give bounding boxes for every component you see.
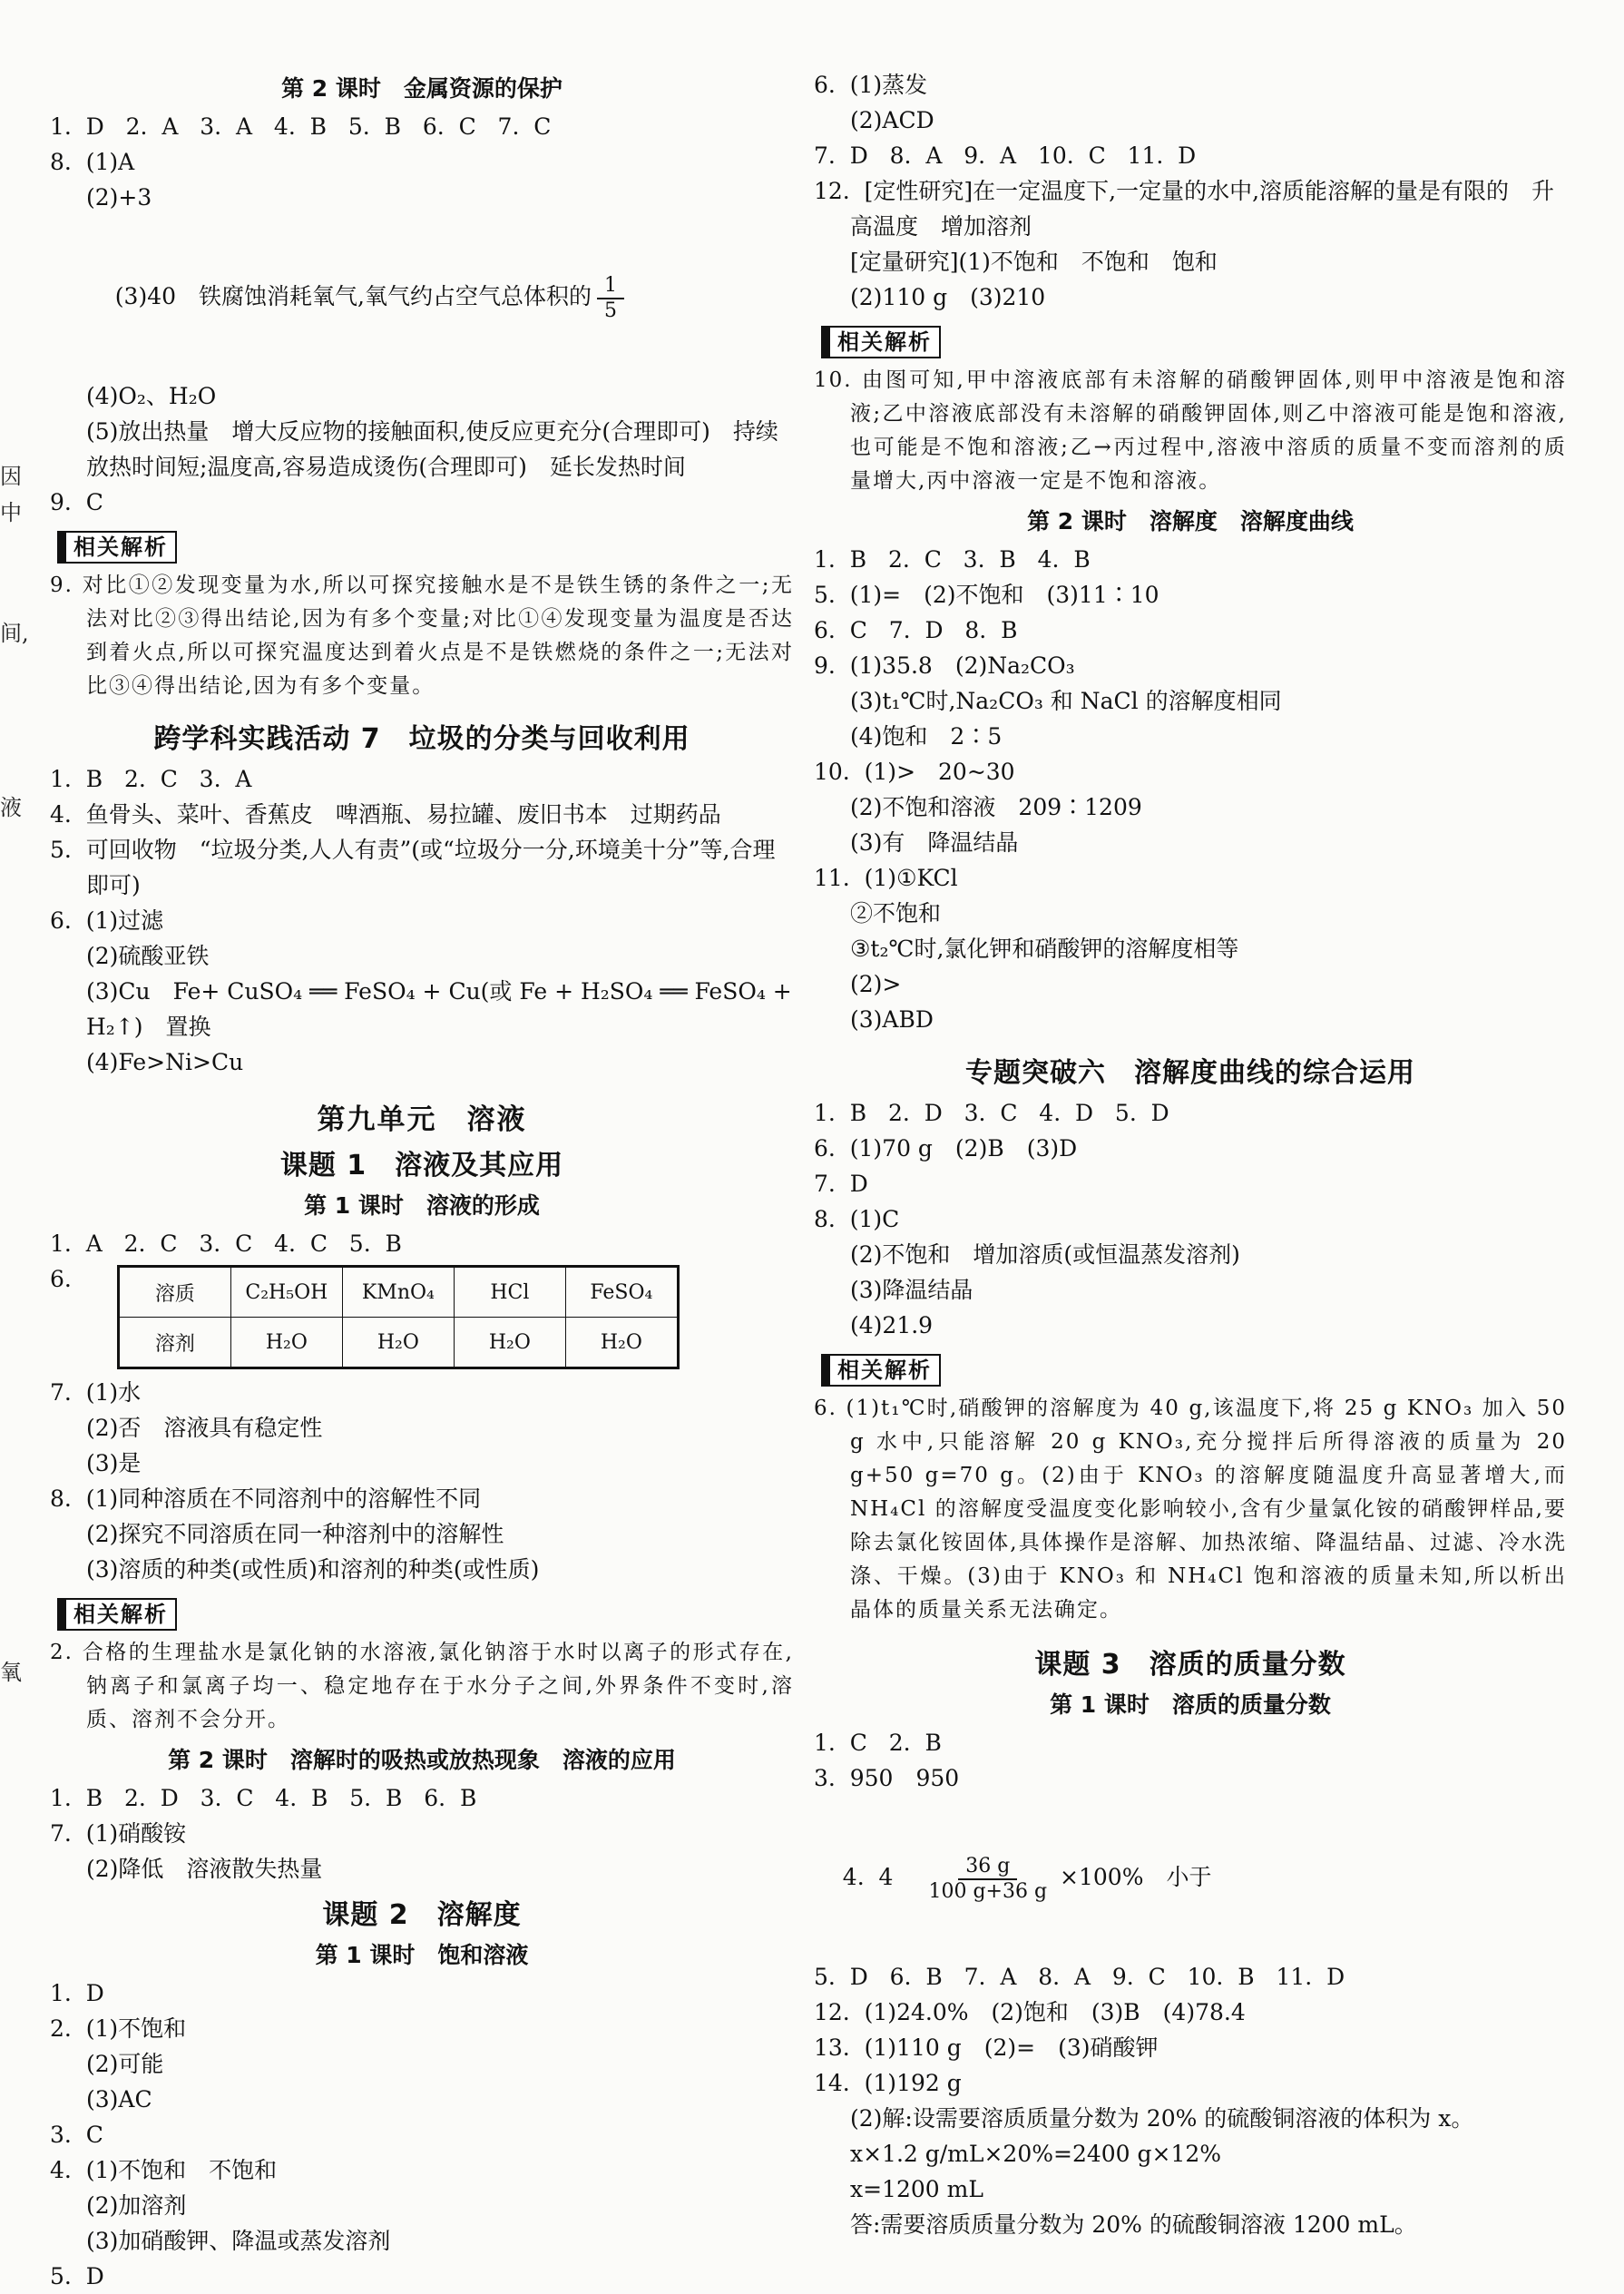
margin-char: 液: [0, 795, 22, 820]
answer-line: (3)降温结晶: [850, 1277, 973, 1303]
answer-line: (2)硫酸亚铁: [86, 943, 210, 969]
answer-line: (2)不饱和 增加溶质(或恒温蒸发溶剂): [850, 1241, 1240, 1268]
answer-line: 1. D: [50, 1980, 104, 2006]
analysis-label: 相关解析: [57, 531, 177, 564]
answer-line: 7. (1)水: [50, 1379, 142, 1406]
answer-line: (2)ACD: [850, 107, 934, 133]
answer-line: (3)t₁℃时,Na₂CO₃ 和 NaCl 的溶解度相同: [850, 688, 1282, 714]
lesson-heading: 第 2 课时 金属资源的保护: [281, 75, 563, 102]
table-cell: H₂O: [454, 1318, 565, 1368]
table-cell: C₂H₅OH: [230, 1267, 342, 1318]
answer-line: (4)O₂、H₂O: [86, 383, 217, 409]
answer-line: (4)饱和 2∶5: [850, 723, 1003, 750]
answer-line: 3. 950 950: [814, 1765, 960, 1791]
answer-line: (2)探究不同溶质在同一种溶剂中的溶解性: [86, 1521, 504, 1547]
answer-line: 6.: [50, 1266, 72, 1292]
answer-line: (3)溶质的种类(或性质)和溶剂的种类(或性质): [86, 1556, 540, 1583]
answer-text: (3)40 铁腐蚀消耗氧气,氧气约占空气总体积的: [114, 283, 592, 309]
table-cell: 溶剂: [118, 1318, 230, 1368]
fraction: [921, 1855, 1054, 1904]
lesson-heading: 第 1 课时 溶液的形成: [304, 1192, 540, 1219]
answer-text: ×100% 小于: [1060, 1864, 1212, 1890]
answer-line: 4. (1)不饱和 不饱和: [50, 2157, 278, 2183]
margin-char: 氧: [0, 1660, 22, 1685]
answer-line: 5. (1)= (2)不饱和 (3)11∶10: [814, 582, 1159, 608]
lesson-heading: 第 2 课时 溶解时的吸热或放热现象 溶液的应用: [168, 1747, 676, 1773]
answer-line: [定量研究](1)不饱和 不饱和 饱和: [850, 249, 1218, 275]
topic-heading: 课题 2 溶解度: [322, 1899, 522, 1931]
analysis-paragraph: 6. (1)t₁℃时,硝酸钾的溶解度为 40 g,该温度下,将 25 g KNO₃ 加入 50 g 水中,只能溶解 20 g KNO₃,充分搅拌后所得溶液的质量为 20 g+50 g=70 g。(2)由于 KNO₃ 的溶解度随温度升高显著增大,而 NH₄Cl 的溶解度受温度变化影响较小,含有少量氯化铵的硝酸钾样品,要除去氯化铵固体,具体操作是溶解、加热浓缩、降温结晶、过滤、冷水洗涤、干燥。(3)由于 KNO₃ 和 NH₄Cl 饱和溶液的质量未知,所以析出晶体的质量关系无法确定。: [814, 1397, 1567, 1622]
answer-line: 1. C 2. B: [814, 1730, 942, 1756]
answer-line: 4. 鱼骨头、菜叶、香蕉皮 啤酒瓶、易拉罐、废旧书本 过期药品: [50, 801, 721, 828]
answer-text: 4. 4: [842, 1864, 916, 1890]
answer-line: (4)21.9: [850, 1312, 934, 1338]
margin-char: 间,: [0, 621, 29, 646]
answer-line: (3)ABD: [850, 1006, 934, 1033]
answer-line: [814, 1796, 1567, 1959]
answer-line: 11. (1)①KCl: [814, 865, 958, 891]
answer-line: 1. A 2. C 3. C 4. C 5. B: [50, 1230, 402, 1257]
answer-line: 14. (1)192 g: [814, 2070, 962, 2096]
solute-solvent-table: [117, 1265, 680, 1369]
analysis-label: 相关解析: [821, 326, 941, 358]
answer-line: 5. D: [50, 2263, 104, 2289]
answer-line: 1. B 2. C 3. A: [50, 766, 252, 792]
analysis-paragraph: 2. 合格的生理盐水是氯化钠的水溶液,氯化钠溶于水时以离子的形式存在,钠离子和氯离子均一、稳定地存在于水分子之间,外界条件不变时,溶质、溶剂不会分开。: [50, 1641, 794, 1731]
fraction-numerator: 36 g: [958, 1855, 1017, 1880]
answer-line: (2)降低 溶液散失热量: [86, 1856, 323, 1882]
table-row: [118, 1267, 678, 1318]
answer-line: 3. C: [50, 2122, 103, 2148]
answer-line: 5. 可回收物 “垃圾分类,人人有责”(或“垃圾分一分,环境美十分”等,合理即可): [50, 837, 776, 898]
margin-char: 因: [0, 464, 22, 489]
answer-line: (3)AC: [86, 2086, 152, 2113]
right-column: [814, 67, 1567, 2242]
answer-line: (3)加硝酸钾、降温或蒸发溶剂: [86, 2228, 391, 2254]
left-column: [50, 58, 799, 2294]
unit-heading: 第九单元 溶液: [317, 1103, 527, 1136]
answer-line: x=1200 mL: [850, 2176, 983, 2202]
analysis-paragraph: 10. 由图可知,甲中溶液底部有未溶解的硝酸钾固体,则甲中溶液是饱和溶液;乙中溶液底部没有未溶解的硝酸钾固体,则乙中溶液可能是饱和溶液,也可能是不饱和溶液;乙→丙过程中,溶液中溶质的质量不变而溶剂的质量增大,丙中溶液一定是不饱和溶液。: [814, 368, 1567, 493]
table-cell: H₂O: [565, 1318, 678, 1368]
answer-line: (2)110 g (3)210: [850, 284, 1046, 310]
analysis-label: 相关解析: [57, 1598, 177, 1631]
fraction: [597, 274, 624, 323]
answer-line: 8. (1)C: [814, 1206, 900, 1232]
table-cell: KMnO₄: [342, 1267, 454, 1318]
answer-line: 7. (1)硝酸铵: [50, 1820, 187, 1847]
answer-line: (3)Cu Fe+ CuSO₄ ══ FeSO₄ + Cu(或 Fe + H₂SO₄ ══ FeSO₄ + H₂↑) 置换: [86, 978, 799, 1040]
answer-line: 7. D: [814, 1171, 868, 1197]
answer-line: 6. (1)70 g (2)B (3)D: [814, 1135, 1078, 1162]
table-cell: H₂O: [342, 1318, 454, 1368]
analysis-label: 相关解析: [821, 1354, 941, 1387]
table-row: [118, 1318, 678, 1368]
answer-line: (4)Fe>Ni>Cu: [86, 1049, 244, 1075]
answer-line: 2. (1)不饱和: [50, 2015, 187, 2042]
margin-char: 中: [0, 500, 22, 525]
answer-line: x×1.2 g/mL×20%=2400 g×12%: [850, 2141, 1222, 2167]
lesson-heading: 第 1 课时 饱和溶液: [315, 1942, 529, 1968]
answer-line: 12. (1)24.0% (2)饱和 (3)B (4)78.4: [814, 1999, 1246, 2025]
answer-line: (2)否 溶液具有稳定性: [86, 1415, 323, 1441]
section-heading: 跨学科实践活动 7 垃圾的分类与回收利用: [153, 723, 690, 755]
answer-line: 12. [定性研究]在一定温度下,一定量的水中,溶质能溶解的量是有限的 升高温度 增加溶剂: [814, 178, 1555, 240]
table-cell: H₂O: [230, 1318, 342, 1368]
table-cell: HCl: [454, 1267, 565, 1318]
fraction-denominator: 5: [603, 299, 617, 322]
analysis-paragraph: 9. 对比①②发现变量为水,所以可探究接触水是不是铁生锈的条件之一;无法对比②③得出结论,因为有多个变量;对比①④发现变量为温度是否达到着火点,所以可探究温度达到着火点是不是铁燃烧的条件之一;无法对比③④得出结论,因为有多个变量。: [50, 574, 794, 698]
answer-line: 9. (1)35.8 (2)Na₂CO₃: [814, 652, 1075, 679]
answer-line: (5)放出热量 增大反应物的接触面积,使反应更充分(合理即可) 持续放热时间短;温度高,容易造成烫伤(合理即可) 延长发热时间: [86, 418, 778, 480]
answer-line: ②不饱和: [850, 900, 942, 926]
answer-line: (2)可能: [86, 2051, 164, 2077]
topic-heading: 课题 3 溶质的质量分数: [1034, 1649, 1346, 1681]
answer-line: (3)有 降温结晶: [850, 829, 1019, 856]
answer-line: (3)是: [86, 1450, 142, 1476]
answer-line: 6. (1)蒸发: [814, 72, 928, 98]
lesson-heading: 第 1 课时 溶质的质量分数: [1050, 1691, 1331, 1718]
answer-line: 1. B 2. C 3. B 4. B: [814, 546, 1091, 573]
table-cell: 溶质: [118, 1267, 230, 1318]
section-heading: 专题突破六 溶解度曲线的综合运用: [965, 1057, 1415, 1089]
answer-line: 6. C 7. D 8. B: [814, 617, 1018, 643]
lesson-heading: 第 2 课时 溶解度 溶解度曲线: [1027, 508, 1354, 534]
answer-line: 7. D 8. A 9. A 10. C 11. D: [814, 142, 1197, 169]
topic-heading: 课题 1 溶液及其应用: [279, 1150, 564, 1181]
answer-line: (2)不饱和溶液 209∶1209: [850, 794, 1142, 820]
answer-line: 10. (1)> 20~30: [814, 759, 1015, 785]
fraction-denominator: 100 g+36 g: [928, 1879, 1048, 1903]
answer-line: [50, 215, 794, 378]
answer-line: 13. (1)110 g (2)= (3)硝酸钾: [814, 2034, 1159, 2061]
answer-line: 6. (1)过滤: [50, 907, 164, 934]
question-6-row: [50, 1261, 794, 1375]
answer-line: 5. D 6. B 7. A 8. A 9. C 10. B 11. D: [814, 1964, 1345, 1990]
table-cell: FeSO₄: [565, 1267, 678, 1318]
answer-line: 1. D 2. A 3. A 4. B 5. B 6. C 7. C: [50, 113, 552, 140]
answer-line: 1. B 2. D 3. C 4. D 5. D: [814, 1100, 1169, 1126]
answer-line: (2)解:设需要溶质质量分数为 20% 的硫酸铜溶液的体积为 x。: [850, 2105, 1474, 2132]
answer-line: 8. (1)A: [50, 149, 135, 175]
answer-line: 9. C: [50, 489, 103, 515]
answer-line: (2)+3: [86, 184, 152, 211]
fraction-numerator: 1: [597, 274, 624, 299]
answer-line: 1. B 2. D 3. C 4. B 5. B 6. B: [50, 1785, 477, 1811]
answer-line: 8. (1)同种溶质在不同溶剂中的溶解性不同: [50, 1485, 482, 1512]
answer-line: (2)>: [850, 971, 902, 997]
answer-line: 答:需要溶质质量分数为 20% 的硫酸铜溶液 1200 mL。: [850, 2211, 1417, 2238]
answer-line: (2)加溶剂: [86, 2192, 187, 2219]
answer-line: ③t₂℃时,氯化钾和硝酸钾的溶解度相等: [850, 936, 1239, 962]
